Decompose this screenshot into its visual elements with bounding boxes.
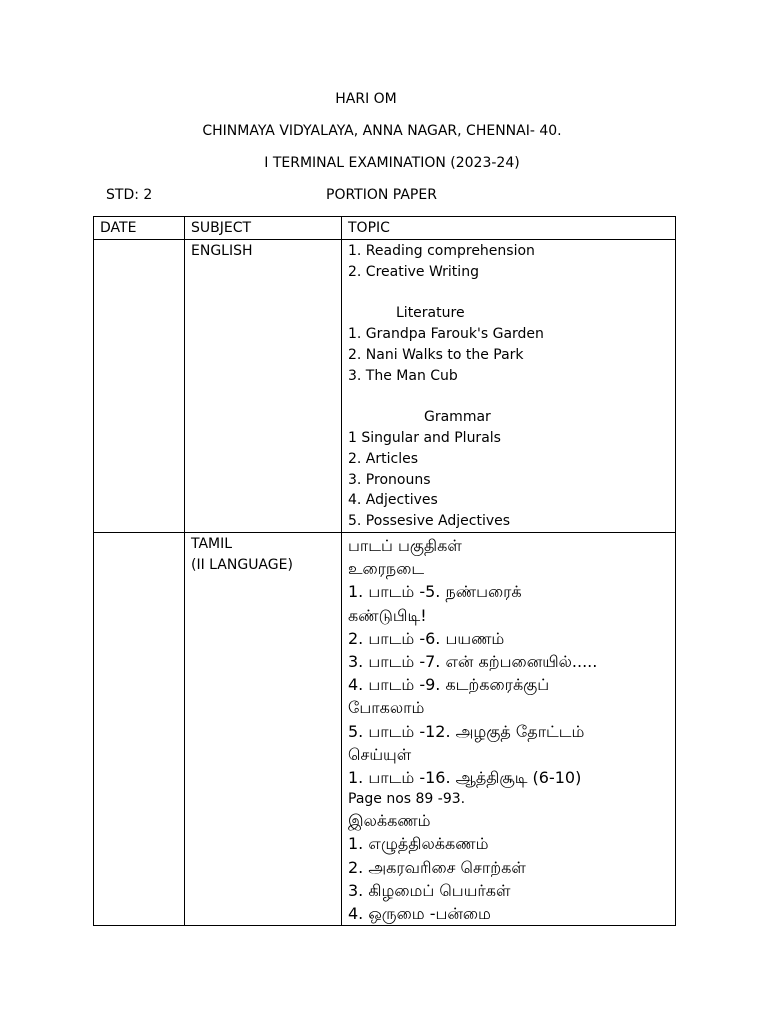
list-item: கண்டுபிடி! [348, 605, 427, 625]
column-header-date: DATE [94, 217, 185, 240]
literature-heading: Literature [396, 305, 465, 322]
table-row-english [94, 239, 676, 532]
column-header-topic: TOPIC [342, 217, 676, 240]
portion-table [93, 216, 676, 926]
list-item: 5. பாடம் -12. அழகுத் தோட்டம் [348, 721, 585, 741]
list-item: Page nos 89 -93. [348, 791, 466, 808]
list-item: 3. Pronouns [348, 471, 431, 488]
topic-cell [342, 532, 676, 925]
spacer [348, 386, 669, 407]
list-item: பாடப் பகுதிகள் [348, 535, 462, 555]
list-item: 1. Grandpa Farouk's Garden [348, 325, 544, 342]
list-item: 3. பாடம் -7. என் கற்பனையில்..... [348, 651, 598, 671]
list-item: 3. கிழமைப் பெயர்கள் [348, 880, 511, 900]
list-item: 2. பாடம் -6. பயணம் [348, 628, 505, 648]
list-item: 1 Singular and Plurals [348, 429, 501, 446]
school-name: CHINMAYA VIDYALAYA, ANNA NAGAR, CHENNAI- 40. [202, 123, 562, 139]
list-item: செய்யுள் [348, 744, 412, 764]
subject-cell: ENGLISH [185, 239, 342, 532]
list-item: 1. Reading comprehension [348, 242, 535, 259]
exam-title: I TERMINAL EXAMINATION (2023-24) [264, 155, 520, 171]
spacer [348, 282, 669, 303]
list-item: 2. Nani Walks to the Park [348, 346, 524, 363]
grammar-heading: Grammar [424, 409, 491, 426]
list-item: 4. பாடம் -9. கடற்கரைக்குப் [348, 675, 550, 695]
list-item: 1. பாடம் -5. நண்பரைக் [348, 582, 522, 602]
list-item: 2. Articles [348, 450, 419, 467]
paper-title: PORTION PAPER [326, 187, 437, 203]
date-cell [94, 532, 185, 925]
date-cell [94, 239, 185, 532]
subject-name: TAMIL [191, 535, 233, 552]
subject-cell [185, 532, 342, 925]
list-item: இலக்கணம் [348, 811, 431, 831]
list-item: 4. Adjectives [348, 492, 438, 509]
list-item: 1. எழுத்திலக்கணம் [348, 834, 489, 854]
list-item: 5. Possesive Adjectives [348, 513, 511, 530]
table-header-row [94, 217, 676, 240]
list-item: 4. ஒருமை -பன்மை [348, 904, 491, 923]
list-item: 3. The Man Cub [348, 367, 458, 384]
list-item: போகலாம் [348, 698, 425, 718]
list-item: 2. அகரவரிசை சொற்கள் [348, 857, 526, 877]
list-item: 1. பாடம் -16. ஆத்திசூடி (6-10) [348, 767, 582, 787]
column-header-subject: SUBJECT [185, 217, 342, 240]
list-item: உரைநடை [348, 559, 425, 579]
standard-label: STD: 2 [106, 187, 153, 203]
subject-note: (II LANGUAGE) [191, 556, 293, 573]
school-motto: HARI OM [335, 91, 397, 107]
topic-cell [342, 239, 676, 532]
table-row-tamil [94, 532, 676, 925]
list-item: 2. Creative Writing [348, 263, 479, 280]
